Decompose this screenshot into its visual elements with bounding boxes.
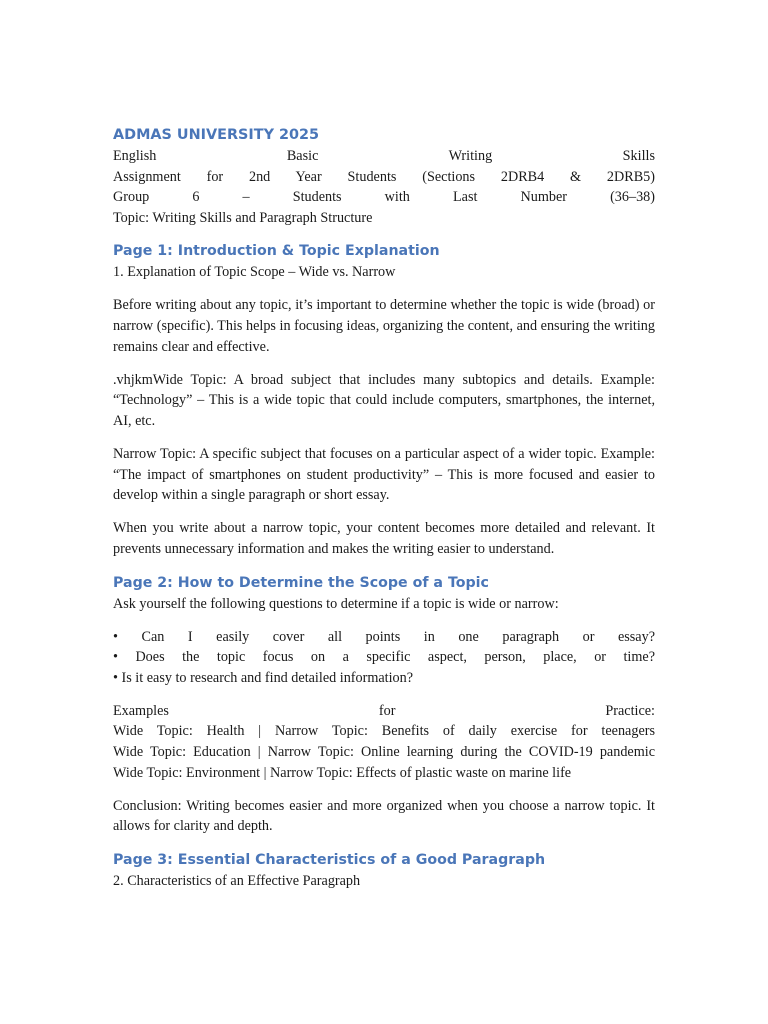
course-line: English Basic Writing Skills [113,148,655,164]
document-title: ADMAS UNIVERSITY 2025 [113,127,320,143]
group-line: Group 6 – Students with Last Number (36–38) [113,189,655,206]
questions-intro: Ask yourself the following questions to determine if a topic is wide or narrow: [113,595,559,612]
example-item: Wide Topic: Health | Narrow Topic: Benefits of daily exercise for teenagers [113,723,655,740]
page1-heading: Page 1: Introduction & Topic Explanation [113,243,440,260]
examples-label: Examples for Practice: [113,702,655,719]
narrow-topic-paragraph: Narrow Topic: A specific subject that focuses on a particular aspect of a wider topic. Example: “The impact of smartphones on student productivity” – This is more focused and easier to develop within a single paragraph or short essay. [113,446,655,504]
bullet-item: • Does the topic focus on a specific aspect, person, place, or time? [113,649,655,666]
page3-subheading: 2. Characteristics of an Effective Paragraph [113,872,361,889]
page2-heading: Page 2: How to Determine the Scope of a Topic [113,574,489,591]
example-item: Wide Topic: Education | Narrow Topic: Online learning during the COVID-19 pandemic [113,744,655,761]
example-item: Wide Topic: Environment | Narrow Topic: Effects of plastic waste on marine life [113,764,572,781]
assignment-line: Assignment for 2nd Year Students (Sections 2DRB4 & 2DRB5) [113,168,655,185]
conclusion-paragraph: Conclusion: Writing becomes easier and more organized when you choose a narrow topic. It allows for clarity and depth. [113,797,655,835]
page3-heading: Page 3: Essential Characteristics of a Good Paragraph [113,851,546,868]
topic-line: Topic: Writing Skills and Paragraph Structure [113,209,373,226]
wide-topic-paragraph: .vhjkmWide Topic: A broad subject that includes many subtopics and details. Example: “Technology” – This is a wide topic that could include computers, smartphones, the internet, AI, etc. [113,371,655,429]
narrow-benefit-paragraph: When you write about a narrow topic, your content becomes more detailed and relevant. It prevents unnecessary information and makes the writing easier to understand. [113,520,655,557]
bullet-item: • Can I easily cover all points in one paragraph or essay? [113,628,655,645]
document-page [113,124,655,892]
bullet-item: • Is it easy to research and find detailed information? [113,669,414,686]
page1-subheading: 1. Explanation of Topic Scope – Wide vs. Narrow [113,264,396,281]
intro-paragraph: Before writing about any topic, it’s important to determine whether the topic is wide (broad) or narrow (specific). This helps in focusing ideas, organizing the content, and ensuring the writing remains clear and effective. [113,297,655,355]
